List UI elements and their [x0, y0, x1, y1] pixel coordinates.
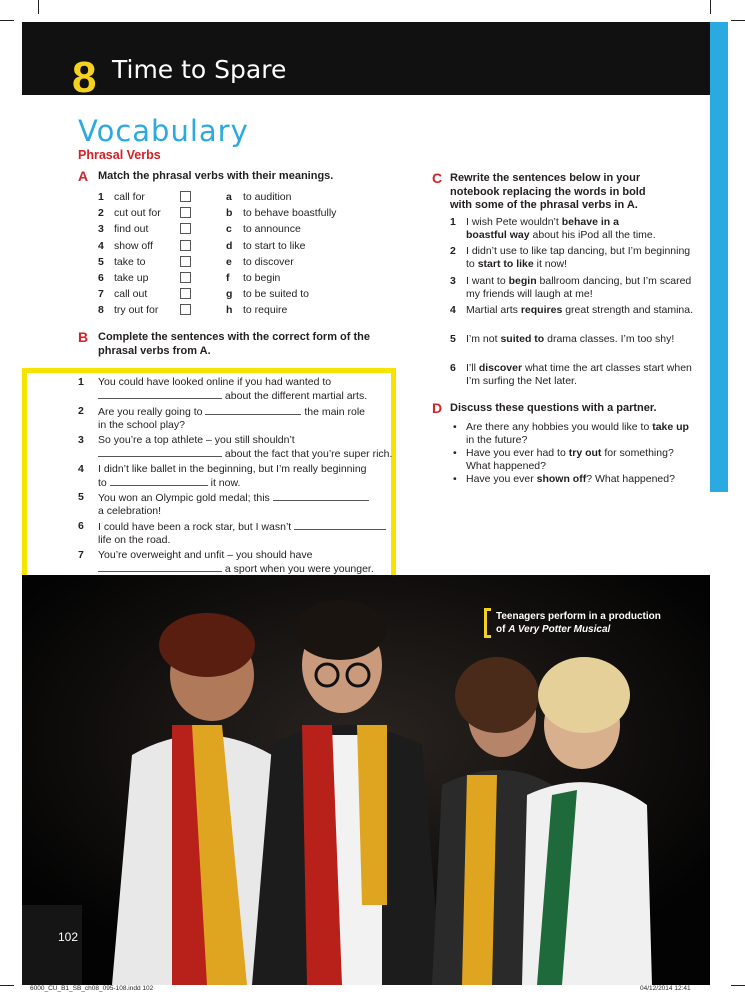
meaning-text: to require [243, 304, 288, 317]
item-text: a celebration! [98, 505, 162, 517]
verb-number: 8 [98, 304, 104, 317]
phrasal-verb: cut out for [114, 207, 161, 220]
exercise-a-letter: A [78, 168, 89, 184]
item-text: a sport when you were younger. [224, 563, 374, 575]
bold-phrase: begin [508, 275, 537, 287]
phrasal-verb: call out [114, 288, 148, 301]
section-subtitle: Phrasal Verbs [78, 148, 161, 162]
bold-phrase: boastful way [466, 229, 530, 241]
item-text: I didn’t like ballet in the beginning, but I’m really beginning [98, 463, 367, 475]
answer-box[interactable] [180, 240, 191, 251]
unit-title: Time to Spare [112, 55, 287, 84]
item-number: 2 [78, 405, 84, 417]
phrasal-verb: find out [114, 223, 149, 236]
phrasal-verb: call for [114, 191, 145, 203]
item-text: drama classes. I’m too shy! [544, 333, 675, 345]
answer-box[interactable] [180, 207, 191, 218]
bold-phrase: take up [652, 421, 689, 433]
match-row [98, 191, 358, 205]
verb-number: 4 [98, 239, 104, 252]
answer-blank[interactable] [98, 562, 222, 572]
item-text: great strength and stamina. [562, 304, 694, 316]
meaning-text: to discover [243, 255, 294, 268]
item-number: 5 [450, 333, 456, 345]
item-text: in the school play? [98, 419, 185, 431]
meaning-text: to audition [243, 191, 292, 203]
item-text: Martial arts [466, 304, 521, 316]
crop-mark [731, 985, 745, 986]
item-text: about his iPod all the time. [529, 229, 656, 241]
item-text: Are there any hobbies you would like to [466, 421, 653, 433]
exercise-b-instruction-line: Complete the sentences with the correct form of the [98, 331, 370, 343]
match-row [98, 288, 358, 302]
phrasal-verb: take to [114, 255, 146, 268]
item-text: Have you ever [466, 473, 537, 485]
match-row [98, 272, 358, 286]
item-text: I want to [466, 275, 509, 287]
meaning-letter: g [226, 288, 233, 301]
answer-box[interactable] [180, 304, 191, 315]
item-text: about the fact that you’re super rich. [224, 448, 393, 460]
phrasal-verb: take up [114, 272, 149, 284]
item-number: 3 [78, 434, 84, 446]
crop-mark [0, 20, 14, 21]
answer-box[interactable] [180, 223, 191, 234]
answer-box[interactable] [180, 256, 191, 267]
exercise-c-instruction-line: with some of the phrasal verbs in A. [450, 199, 638, 211]
item-number: 4 [78, 463, 84, 475]
exercise-c-instruction [450, 172, 700, 213]
bullet: • [453, 421, 457, 433]
answer-blank[interactable] [273, 491, 369, 501]
item-text: the main role [304, 406, 366, 418]
bullet: • [453, 447, 457, 459]
meaning-text: to be suited to [243, 288, 309, 301]
item-text: So you’re a top athlete – you still shouldn’t [98, 434, 295, 446]
item-number: 6 [450, 362, 456, 374]
bold-phrase: behave in a [561, 216, 619, 228]
item-number: 7 [78, 549, 84, 561]
item-number: 2 [450, 245, 456, 257]
item-text: You won an Olympic gold medal; this [98, 492, 270, 504]
meaning-text: to start to like [243, 239, 306, 252]
answer-blank[interactable] [294, 520, 386, 530]
footer-date: 04/12/2014 12:41 [640, 985, 691, 992]
meaning-letter: f [226, 272, 230, 284]
verb-number: 1 [98, 191, 104, 203]
item-number: 4 [450, 304, 456, 316]
item-number: 5 [78, 491, 84, 503]
match-row [98, 223, 358, 237]
item-text: about the different martial arts. [224, 390, 368, 402]
item-text: for something? What happened? [466, 447, 674, 472]
item-text: what time the art classes start when I’m surfing the Net later. [466, 362, 692, 387]
meaning-letter: d [226, 239, 233, 252]
crop-mark [710, 0, 711, 14]
meaning-letter: b [226, 207, 233, 220]
caption-title: A Very Potter Musical [508, 623, 611, 635]
crop-mark [0, 985, 14, 986]
crop-mark [38, 0, 39, 14]
item-text: ? What happened? [586, 473, 675, 485]
exercise-b-letter: B [78, 329, 89, 345]
exercise-d-letter: D [432, 400, 443, 416]
item-text: You’re overweight and unfit – you should have [98, 549, 313, 561]
caption-line: Teenagers perform in a production [496, 611, 661, 622]
meaning-letter: c [226, 223, 232, 236]
meaning-letter: e [226, 255, 232, 268]
exercise-b-instruction [98, 331, 370, 358]
bold-phrase: try out [568, 447, 602, 459]
chapter-tab [710, 22, 728, 492]
match-row [98, 207, 358, 221]
item-text: You could have looked online if you had wanted to [98, 376, 332, 388]
item-text: life on the road. [98, 534, 171, 546]
item-number: 3 [450, 275, 456, 287]
answer-blank[interactable] [98, 447, 222, 457]
exercise-c-letter: C [432, 170, 443, 186]
item-text: I wish Pete wouldn’t [466, 216, 562, 228]
item-text: I could have been a rock star, but I wasn’t [98, 521, 292, 533]
phrasal-verb: show off [114, 239, 153, 252]
page-number: 102 [58, 930, 79, 944]
unit-number: 8 [72, 53, 97, 102]
item-number: 6 [78, 520, 84, 532]
item-text: in the future? [466, 434, 528, 446]
verb-number: 7 [98, 288, 104, 301]
item-text: Are you really going to [98, 406, 203, 418]
phrasal-verb: try out for [114, 304, 159, 317]
answer-box[interactable] [180, 272, 191, 283]
item-text: it now! [533, 258, 567, 270]
verb-number: 6 [98, 272, 104, 284]
item-number: 1 [78, 376, 84, 388]
bold-phrase: discover [478, 362, 523, 374]
stage-photo [22, 575, 710, 985]
meaning-letter: h [226, 304, 233, 317]
exercise-b-instruction-line: phrasal verbs from A. [98, 344, 211, 357]
answer-blank[interactable] [205, 405, 301, 415]
bullet: • [453, 473, 457, 485]
answer-blank[interactable] [110, 476, 208, 486]
verb-number: 3 [98, 223, 104, 236]
verb-number: 2 [98, 207, 104, 220]
exercise-c-instruction-line: notebook replacing the words in bold [450, 185, 646, 198]
exercise-c-instruction-line: Rewrite the sentences below in your [450, 172, 641, 184]
item-text: I’ll [466, 362, 479, 374]
caption-text: of [496, 623, 509, 635]
verb-number: 5 [98, 255, 104, 268]
item-text: it now. [210, 477, 241, 489]
exercise-d-instruction: Discuss these questions with a partner. [450, 402, 657, 414]
meaning-text: to announce [243, 223, 301, 236]
match-row [98, 304, 358, 318]
answer-box[interactable] [180, 191, 191, 202]
exercise-a-instruction: Match the phrasal verbs with their meanings. [98, 170, 334, 182]
item-text: I didn’t use to like tap dancing, but I’m beginning to [466, 245, 691, 270]
section-title: Vocabulary [78, 114, 249, 148]
meaning-text: to behave boastfully [243, 207, 337, 220]
item-text: Have you ever had to [466, 447, 569, 459]
meaning-text: to begin [243, 272, 281, 284]
item-number: 1 [450, 216, 456, 228]
item-text: ballroom dancing, but I’m scared my friends will laugh at me! [466, 275, 692, 300]
photo-caption [496, 611, 696, 636]
footer-file-info: 6000_CU_B1_SB_ch08_095-108.indd 102 [30, 985, 154, 992]
answer-blank[interactable] [98, 389, 222, 399]
answer-box[interactable] [180, 288, 191, 299]
bold-phrase: suited to [500, 333, 545, 345]
bold-phrase: shown off [536, 473, 587, 485]
performers-illustration [22, 575, 710, 985]
bold-phrase: start to like [477, 258, 534, 270]
match-row [98, 256, 358, 270]
item-text: I’m not [466, 333, 501, 345]
crop-mark [731, 20, 745, 21]
match-row [98, 240, 358, 254]
meaning-letter: a [226, 191, 232, 203]
caption-bracket [484, 608, 491, 638]
item-text: to [98, 477, 107, 489]
bold-phrase: requires [520, 304, 563, 316]
